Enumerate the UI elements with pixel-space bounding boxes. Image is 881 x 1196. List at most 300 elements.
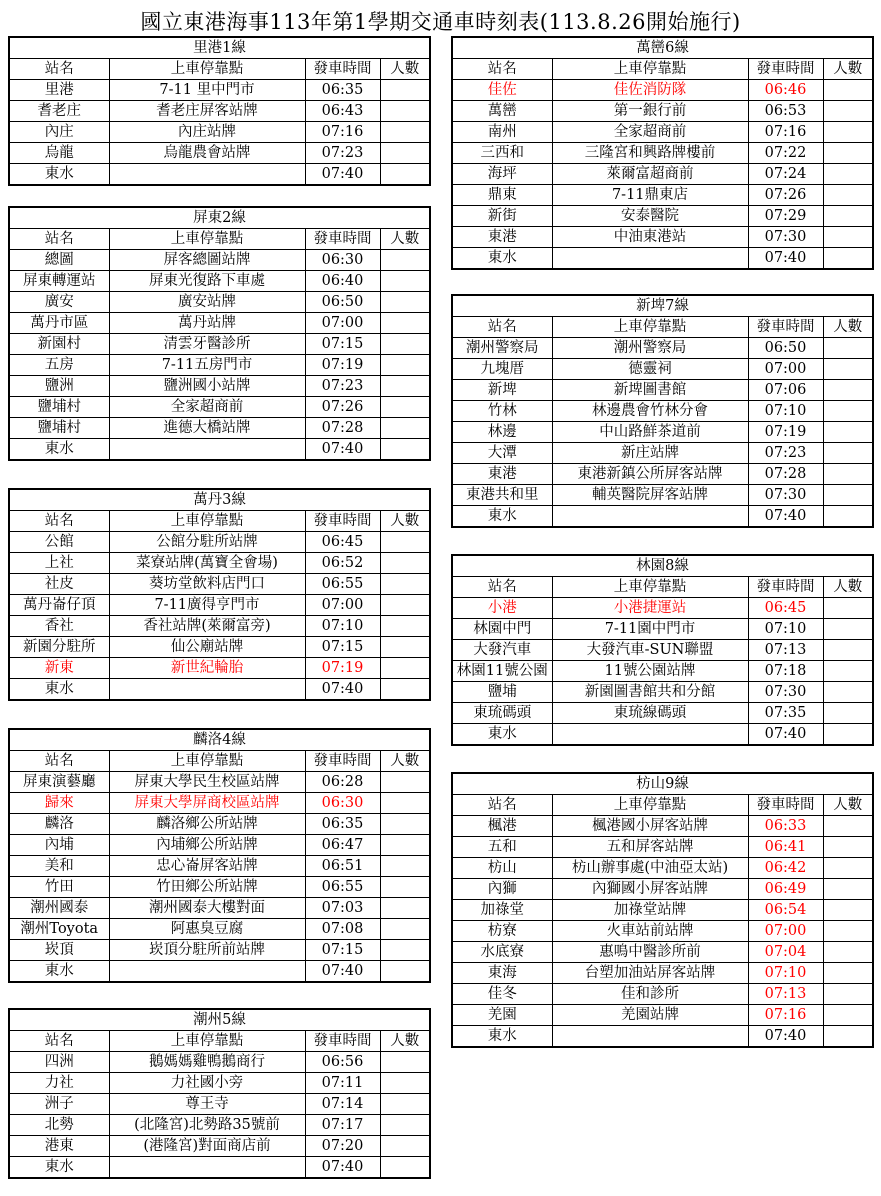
count-cell[interactable] <box>380 658 430 679</box>
time-cell: 07:08 <box>305 919 380 940</box>
stop-cell: 台塑加油站屏客站牌 <box>552 963 748 984</box>
count-cell[interactable] <box>823 1005 873 1026</box>
count-cell[interactable] <box>380 355 430 376</box>
station-cell: 佳冬 <box>452 984 552 1005</box>
station-cell: 萬丹市區 <box>9 313 109 334</box>
count-cell[interactable] <box>380 439 430 461</box>
station-cell: 五和 <box>452 837 552 858</box>
count-cell[interactable] <box>823 380 873 401</box>
count-cell[interactable] <box>380 637 430 658</box>
time-cell: 07:15 <box>305 637 380 658</box>
time-cell: 06:41 <box>748 837 823 858</box>
time-cell: 06:51 <box>305 856 380 877</box>
stop-cell: 清雲牙醫診所 <box>109 334 305 355</box>
count-cell[interactable] <box>823 143 873 164</box>
station-cell: 內獅 <box>452 879 552 900</box>
time-cell: 07:00 <box>305 595 380 616</box>
count-cell[interactable] <box>380 574 430 595</box>
table-row <box>9 856 430 877</box>
count-cell[interactable] <box>380 835 430 856</box>
table-row <box>9 1094 430 1115</box>
time-cell: 07:35 <box>748 703 823 724</box>
count-cell[interactable] <box>823 338 873 359</box>
station-cell: 麟洛 <box>9 814 109 835</box>
time-cell: 07:40 <box>305 1157 380 1179</box>
time-cell: 07:10 <box>748 963 823 984</box>
stop-cell: 加祿堂站牌 <box>552 900 748 921</box>
station-cell: 屏東轉運站 <box>9 271 109 292</box>
header-stop: 上車停靠點 <box>109 229 305 250</box>
station-cell: 萬丹崙仔頂 <box>9 595 109 616</box>
stop-cell: 葵坊堂飲料店門口 <box>109 574 305 595</box>
stop-cell <box>109 1157 305 1179</box>
count-cell[interactable] <box>823 122 873 143</box>
count-cell[interactable] <box>823 164 873 185</box>
station-cell: 潮州Toyota <box>9 919 109 940</box>
stop-cell: 小港捷運站 <box>552 598 748 619</box>
station-cell: 加祿堂 <box>452 900 552 921</box>
table-row <box>9 616 430 637</box>
stop-cell: 內庄站牌 <box>109 122 305 143</box>
count-cell[interactable] <box>823 206 873 227</box>
stop-cell: 7-11廣得亨門市 <box>109 595 305 616</box>
station-cell: 鹽洲 <box>9 376 109 397</box>
station-cell: 五房 <box>9 355 109 376</box>
table-row <box>9 164 430 186</box>
count-cell[interactable] <box>823 858 873 879</box>
route-title: 新埤7線 <box>452 295 873 317</box>
count-cell[interactable] <box>823 724 873 746</box>
time-cell: 06:30 <box>305 793 380 814</box>
count-cell[interactable] <box>380 898 430 919</box>
time-cell: 07:40 <box>748 724 823 746</box>
table-row <box>452 724 873 746</box>
station-cell: 林園中門 <box>452 619 552 640</box>
time-cell: 07:30 <box>748 682 823 703</box>
table-row <box>452 338 873 359</box>
count-cell[interactable] <box>380 334 430 355</box>
stop-cell: 竹田鄉公所站牌 <box>109 877 305 898</box>
route-table <box>8 1008 431 1179</box>
route-title-row <box>452 555 873 577</box>
station-cell: 萬巒 <box>452 101 552 122</box>
time-cell: 06:53 <box>748 101 823 122</box>
stop-cell: 楓港國小屏客站牌 <box>552 816 748 837</box>
station-cell: 東水 <box>9 439 109 461</box>
count-cell[interactable] <box>380 772 430 793</box>
table-row <box>452 900 873 921</box>
station-cell: 新東 <box>9 658 109 679</box>
stop-cell: 耆老庄屏客站牌 <box>109 101 305 122</box>
station-cell: 廣安 <box>9 292 109 313</box>
stop-cell: 鵝媽媽雞鴨鵝商行 <box>109 1052 305 1073</box>
schedule-table <box>451 772 874 1048</box>
count-cell[interactable] <box>823 816 873 837</box>
count-cell[interactable] <box>823 619 873 640</box>
station-cell: 大潭 <box>452 443 552 464</box>
header-station: 站名 <box>452 59 552 80</box>
count-cell[interactable] <box>380 877 430 898</box>
count-cell[interactable] <box>823 101 873 122</box>
stop-cell: 萬丹站牌 <box>109 313 305 334</box>
count-cell[interactable] <box>823 80 873 101</box>
count-cell[interactable] <box>380 856 430 877</box>
stop-cell: 屏客總圖站牌 <box>109 250 305 271</box>
table-row <box>9 376 430 397</box>
station-cell: 東水 <box>452 1026 552 1048</box>
count-cell[interactable] <box>823 185 873 206</box>
stop-cell: 三隆宮和興路牌樓前 <box>552 143 748 164</box>
stop-cell: 阿惠臭豆腐 <box>109 919 305 940</box>
time-cell: 07:23 <box>748 443 823 464</box>
count-cell[interactable] <box>823 963 873 984</box>
header-count: 人數 <box>823 577 873 598</box>
schedule-table <box>451 554 874 746</box>
route-title-row <box>452 37 873 59</box>
time-cell: 07:00 <box>305 313 380 334</box>
time-cell: 06:43 <box>305 101 380 122</box>
time-cell: 07:10 <box>748 401 823 422</box>
station-cell: 東港共和里 <box>452 485 552 506</box>
table-row <box>452 464 873 485</box>
stop-cell <box>109 961 305 983</box>
table-row <box>9 271 430 292</box>
table-row <box>452 984 873 1005</box>
count-cell[interactable] <box>823 464 873 485</box>
station-cell: 枋山 <box>452 858 552 879</box>
time-cell: 07:16 <box>305 122 380 143</box>
time-cell: 06:56 <box>305 1052 380 1073</box>
table-row <box>9 1052 430 1073</box>
count-cell[interactable] <box>823 485 873 506</box>
table-row <box>9 553 430 574</box>
header-row <box>9 59 430 80</box>
table-row <box>9 80 430 101</box>
time-cell: 07:30 <box>748 485 823 506</box>
stop-cell: 第一銀行前 <box>552 101 748 122</box>
count-cell[interactable] <box>823 837 873 858</box>
stop-cell: (港隆宮)對面商店前 <box>109 1136 305 1157</box>
time-cell: 07:14 <box>305 1094 380 1115</box>
stop-cell: 屏東大學民生校區站牌 <box>109 772 305 793</box>
stop-cell: 新園圖書館共和分館 <box>552 682 748 703</box>
count-cell[interactable] <box>380 80 430 101</box>
header-count: 人數 <box>823 59 873 80</box>
count-cell[interactable] <box>823 661 873 682</box>
route-title: 林園8線 <box>452 555 873 577</box>
route-title-row <box>9 1009 430 1031</box>
count-cell[interactable] <box>380 532 430 553</box>
stop-cell: 11號公園站牌 <box>552 661 748 682</box>
time-cell: 06:33 <box>748 816 823 837</box>
table-row <box>9 919 430 940</box>
time-cell: 06:52 <box>305 553 380 574</box>
table-row <box>452 248 873 270</box>
route-title: 萬丹3線 <box>9 489 430 511</box>
station-cell: 竹田 <box>9 877 109 898</box>
table-row <box>452 227 873 248</box>
stop-cell <box>552 248 748 270</box>
header-time: 發車時間 <box>748 317 823 338</box>
stop-cell: 羌園站牌 <box>552 1005 748 1026</box>
time-cell: 07:40 <box>305 439 380 461</box>
header-station: 站名 <box>9 59 109 80</box>
route-title-row <box>452 773 873 795</box>
time-cell: 07:22 <box>748 143 823 164</box>
station-cell: 海坪 <box>452 164 552 185</box>
route-title-row <box>9 37 430 59</box>
count-cell[interactable] <box>823 598 873 619</box>
time-cell: 07:15 <box>305 940 380 961</box>
stop-cell: 力社國小旁 <box>109 1073 305 1094</box>
header-count: 人數 <box>380 1031 430 1052</box>
station-cell: 東港 <box>452 464 552 485</box>
table-row <box>452 143 873 164</box>
header-time: 發車時間 <box>305 1031 380 1052</box>
stop-cell: 屏東光復路下車處 <box>109 271 305 292</box>
table-row <box>9 292 430 313</box>
count-cell[interactable] <box>380 1073 430 1094</box>
route-title-row <box>9 207 430 229</box>
count-cell[interactable] <box>823 227 873 248</box>
station-cell: 屏東演藝廳 <box>9 772 109 793</box>
schedule-table <box>8 1008 431 1179</box>
count-cell[interactable] <box>823 921 873 942</box>
time-cell: 07:40 <box>305 679 380 701</box>
table-row <box>9 658 430 679</box>
header-count: 人數 <box>823 795 873 816</box>
count-cell[interactable] <box>380 679 430 701</box>
stop-cell <box>109 679 305 701</box>
header-row <box>452 317 873 338</box>
stop-cell: 烏龍農會站牌 <box>109 143 305 164</box>
count-cell[interactable] <box>380 1052 430 1073</box>
count-cell[interactable] <box>823 1026 873 1048</box>
count-cell[interactable] <box>823 703 873 724</box>
count-cell[interactable] <box>380 143 430 164</box>
route-title: 里港1線 <box>9 37 430 59</box>
table-row <box>9 418 430 439</box>
stop-cell: 全家超商前 <box>552 122 748 143</box>
stop-cell <box>552 1026 748 1048</box>
header-stop: 上車停靠點 <box>552 317 748 338</box>
count-cell[interactable] <box>380 814 430 835</box>
table-row <box>9 143 430 164</box>
route-title: 萬巒6線 <box>452 37 873 59</box>
station-cell: 內埔 <box>9 835 109 856</box>
time-cell: 07:00 <box>748 921 823 942</box>
station-cell: 港東 <box>9 1136 109 1157</box>
time-cell: 06:45 <box>305 532 380 553</box>
time-cell: 07:06 <box>748 380 823 401</box>
count-cell[interactable] <box>823 422 873 443</box>
header-row <box>452 795 873 816</box>
count-cell[interactable] <box>823 506 873 528</box>
time-cell: 07:16 <box>748 122 823 143</box>
count-cell[interactable] <box>380 376 430 397</box>
time-cell: 07:20 <box>305 1136 380 1157</box>
count-cell[interactable] <box>380 122 430 143</box>
route-title-row <box>9 729 430 751</box>
time-cell: 07:30 <box>748 227 823 248</box>
time-cell: 07:23 <box>305 143 380 164</box>
header-stop: 上車停靠點 <box>109 751 305 772</box>
count-cell[interactable] <box>380 961 430 983</box>
table-row <box>452 185 873 206</box>
time-cell: 07:00 <box>748 359 823 380</box>
station-cell: 洲子 <box>9 1094 109 1115</box>
stop-cell: 輔英醫院屏客站牌 <box>552 485 748 506</box>
count-cell[interactable] <box>823 942 873 963</box>
count-cell[interactable] <box>380 101 430 122</box>
time-cell: 06:49 <box>748 879 823 900</box>
time-cell: 07:19 <box>748 422 823 443</box>
count-cell[interactable] <box>380 271 430 292</box>
station-cell: 楓港 <box>452 816 552 837</box>
time-cell: 06:42 <box>748 858 823 879</box>
table-row <box>452 879 873 900</box>
count-cell[interactable] <box>380 164 430 186</box>
header-stop: 上車停靠點 <box>109 59 305 80</box>
stop-cell <box>109 164 305 186</box>
stop-cell: 佳佐消防隊 <box>552 80 748 101</box>
station-cell: 上社 <box>9 553 109 574</box>
station-cell: 三西和 <box>452 143 552 164</box>
count-cell[interactable] <box>823 879 873 900</box>
table-row <box>452 921 873 942</box>
stop-cell: 崁頂分駐所前站牌 <box>109 940 305 961</box>
station-cell: 東水 <box>9 961 109 983</box>
count-cell[interactable] <box>823 248 873 270</box>
header-time: 發車時間 <box>305 511 380 532</box>
time-cell: 07:15 <box>305 334 380 355</box>
header-count: 人數 <box>380 511 430 532</box>
count-cell[interactable] <box>380 940 430 961</box>
count-cell[interactable] <box>823 401 873 422</box>
count-cell[interactable] <box>823 443 873 464</box>
stop-cell: 廣安站牌 <box>109 292 305 313</box>
count-cell[interactable] <box>823 984 873 1005</box>
count-cell[interactable] <box>823 640 873 661</box>
time-cell: 07:13 <box>748 984 823 1005</box>
route-title: 麟洛4線 <box>9 729 430 751</box>
station-cell: 東水 <box>9 1157 109 1179</box>
count-cell[interactable] <box>823 682 873 703</box>
header-stop: 上車停靠點 <box>552 59 748 80</box>
table-row <box>452 837 873 858</box>
header-stop: 上車停靠點 <box>109 1031 305 1052</box>
stop-cell: 萊爾富超商前 <box>552 164 748 185</box>
count-cell[interactable] <box>380 1094 430 1115</box>
table-row <box>9 439 430 461</box>
station-cell: 新街 <box>452 206 552 227</box>
station-cell: 鹽埔 <box>452 682 552 703</box>
count-cell[interactable] <box>823 359 873 380</box>
header-time: 發車時間 <box>748 59 823 80</box>
station-cell: 新園分駐所 <box>9 637 109 658</box>
time-cell: 07:40 <box>748 1026 823 1048</box>
route-table <box>8 488 431 701</box>
station-cell: 東琉碼頭 <box>452 703 552 724</box>
station-cell: 林園11號公園 <box>452 661 552 682</box>
time-cell: 07:03 <box>305 898 380 919</box>
time-cell: 07:17 <box>305 1115 380 1136</box>
table-row <box>452 359 873 380</box>
count-cell[interactable] <box>380 292 430 313</box>
count-cell[interactable] <box>380 616 430 637</box>
table-row <box>9 793 430 814</box>
route-title: 枋山9線 <box>452 773 873 795</box>
table-row <box>452 380 873 401</box>
stop-cell: 中山路鮮茶道前 <box>552 422 748 443</box>
time-cell: 07:23 <box>305 376 380 397</box>
table-row <box>9 313 430 334</box>
count-cell[interactable] <box>380 397 430 418</box>
count-cell[interactable] <box>380 418 430 439</box>
station-cell: 九塊厝 <box>452 359 552 380</box>
route-table <box>451 554 874 746</box>
count-cell[interactable] <box>380 313 430 334</box>
table-row <box>452 816 873 837</box>
time-cell: 07:40 <box>748 506 823 528</box>
count-cell[interactable] <box>380 250 430 271</box>
route-table <box>8 728 431 983</box>
station-cell: 林邊 <box>452 422 552 443</box>
stop-cell: 尊王寺 <box>109 1094 305 1115</box>
stop-cell: 東琉線碼頭 <box>552 703 748 724</box>
time-cell: 07:18 <box>748 661 823 682</box>
header-count: 人數 <box>380 751 430 772</box>
station-cell: 大發汽車 <box>452 640 552 661</box>
count-cell[interactable] <box>380 1115 430 1136</box>
count-cell[interactable] <box>823 900 873 921</box>
stop-cell: (北隆宮)北勢路35號前 <box>109 1115 305 1136</box>
route-title-row <box>9 489 430 511</box>
stop-cell: 屏東大學屏商校區站牌 <box>109 793 305 814</box>
header-stop: 上車停靠點 <box>552 577 748 598</box>
table-row <box>9 101 430 122</box>
stop-cell: 7-11園中門市 <box>552 619 748 640</box>
station-cell: 新埤 <box>452 380 552 401</box>
count-cell[interactable] <box>380 595 430 616</box>
count-cell[interactable] <box>380 919 430 940</box>
count-cell[interactable] <box>380 553 430 574</box>
table-row <box>452 682 873 703</box>
count-cell[interactable] <box>380 793 430 814</box>
time-cell: 07:13 <box>748 640 823 661</box>
station-cell: 水底寮 <box>452 942 552 963</box>
station-cell: 鹽埔村 <box>9 397 109 418</box>
stop-cell: 內獅國小屏客站牌 <box>552 879 748 900</box>
table-row <box>9 637 430 658</box>
header-row <box>9 1031 430 1052</box>
table-row <box>9 1073 430 1094</box>
station-cell: 潮州警察局 <box>452 338 552 359</box>
table-row <box>452 206 873 227</box>
page-title: 國立東港海事113年第1學期交通車時刻表(113.8.26開始施行) <box>140 10 741 34</box>
station-cell: 香社 <box>9 616 109 637</box>
stop-cell: 火車站前站牌 <box>552 921 748 942</box>
table-row <box>9 679 430 701</box>
time-cell: 06:50 <box>305 292 380 313</box>
table-row <box>452 485 873 506</box>
header-row <box>9 511 430 532</box>
count-cell[interactable] <box>380 1157 430 1179</box>
table-row <box>452 942 873 963</box>
count-cell[interactable] <box>380 1136 430 1157</box>
station-cell: 佳佐 <box>452 80 552 101</box>
station-cell: 歸來 <box>9 793 109 814</box>
